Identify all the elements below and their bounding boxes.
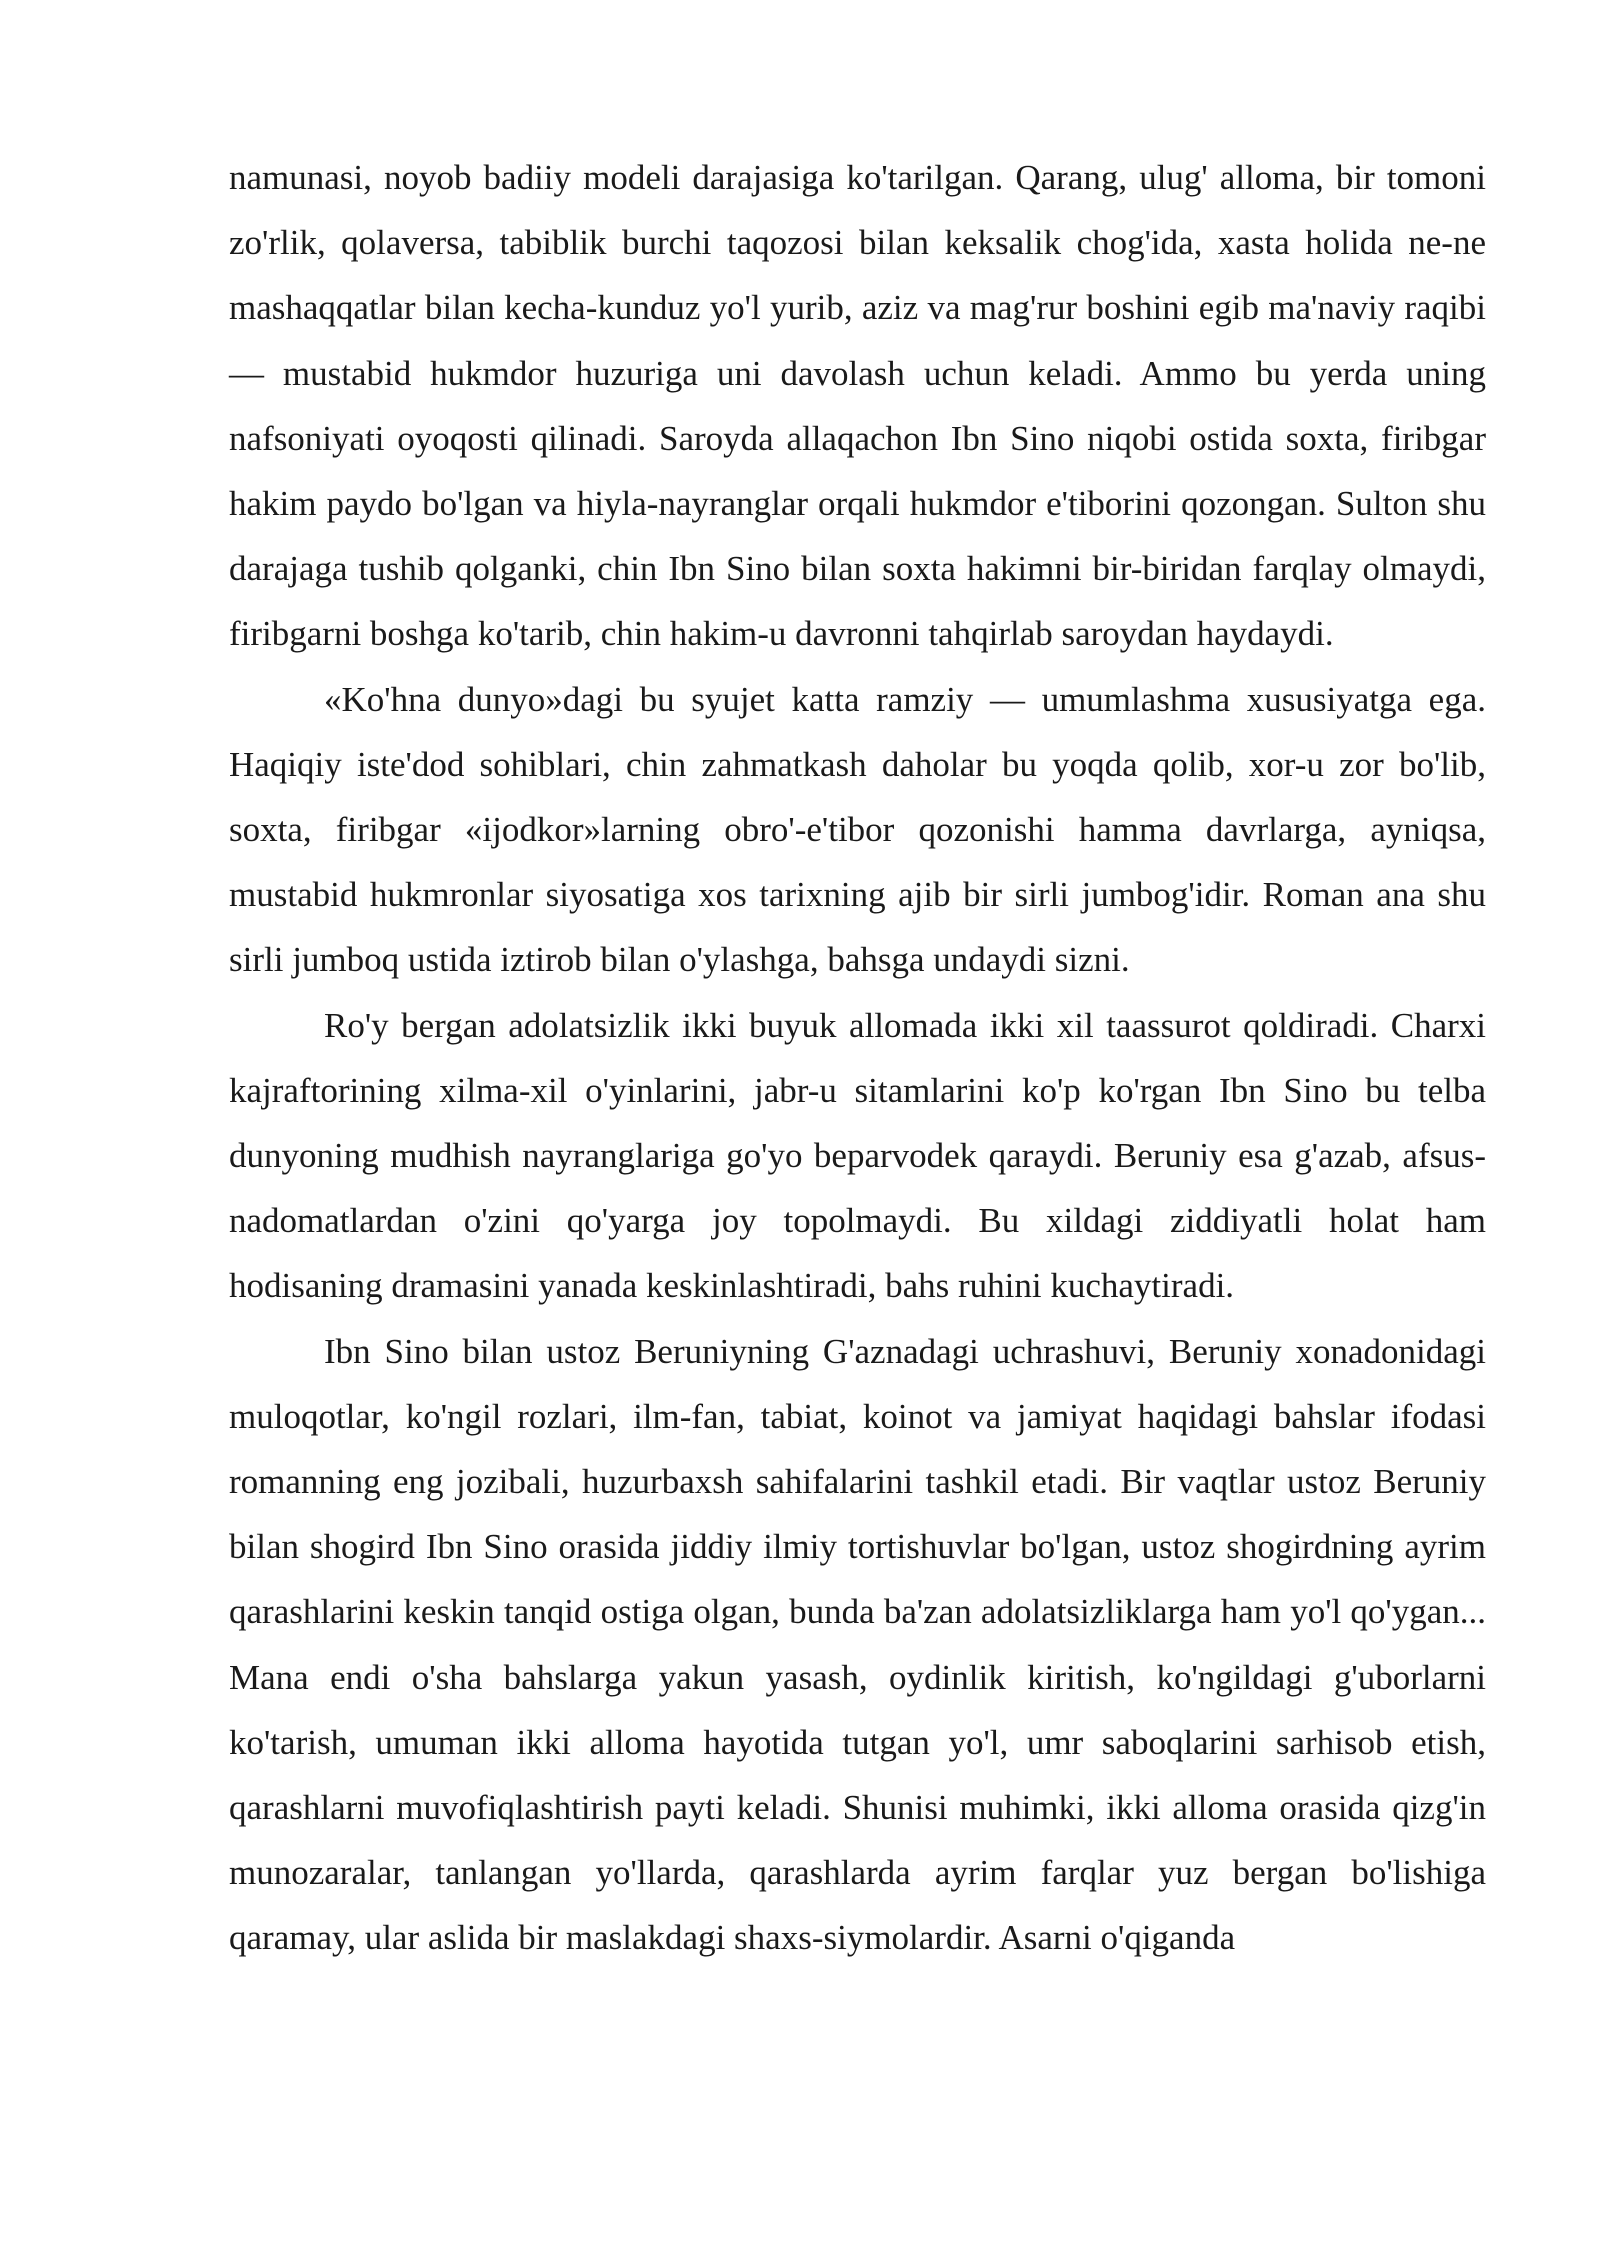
paragraph-ibn-sino-beruniy: Ibn Sino bilan ustoz Beruniyning G'aznadagi uchrashuvi, Beruniy xonadonidagi muloqotlar, ko'ngil rozlari, ilm-fan, tabiat, koinot va jamiyat haqidagi bahslar ifodasi romanning eng jozibali, huzurbaxsh sahifalarini tashkil etadi. Bir vaqtlar ustoz Beruniy bilan shogird Ibn Sino orasida jiddiy ilmiy tortishuvlar bo'lgan, ustoz shogirdning ayrim qarashlarini keskin tanqid ostiga olgan, bunda ba'zan adolatsizliklarga ham yo'l qo'ygan... Mana endi o'sha bahslarga yakun yasash, oydinlik kiritish, ko'ngildagi g'uborlarni ko'tarish, umuman ikki alloma hayotida tutgan yo'l, umr saboqlarini sarhisob etish, qarashlarni muvofiqlashtirish payti keladi. Shunisi muhimki, ikki alloma orasida qizg'in munozaralar, tanlangan yo'llarda, qarashlarda ayrim farqlar yuz bergan bo'lishiga qaramay, ular aslida bir maslakdagi shaxs-siymolardir. Asarni o'qiganda bbox=[229, 1331, 1486, 1958]
paragraph-adolatsizlik: Ro'y bergan adolatsizlik ikki buyuk allomada ikki xil taassurot qoldiradi. Charxi kajraftorining xilma-xil o'yinlarini, jabr-u sitamlarini ko'p ko'rgan Ibn Sino bu telba dunyoning mudhish nayranglariga go'yo beparvodek qaraydi. Beruniy esa g'azab, afsus-nadomatlardan o'zini qo'yarga joy topolmaydi. Bu xildagi ziddiyatli holat ham hodisaning dramasini yanada keskinlashtiradi, bahs ruhini kuchaytiradi. bbox=[229, 1005, 1486, 1306]
paragraph-kohna-dunyo: «Ko'hna dunyo»dagi bu syujet katta ramziy — umumlashma xususiyatga ega. Haqiqiy iste'dod sohiblari, chin zahmatkash daholar bu yoqda qolib, xor-u zor bo'lib, soxta, firibgar «ijodkor»larning obro'-e'tibor qozonishi hamma davrlarga, ayniqsa, mustabid hukmronlar siyosatiga xos tarixning ajib bir sirli jumbog'idir. Roman ana shu sirli jumboq ustida iztirob bilan o'ylashga, bahsga undaydi sizni. bbox=[229, 679, 1486, 980]
paragraph-continuation: namunasi, noyob badiiy modeli darajasiga ko'tarilgan. Qarang, ulug' alloma, bir tomoni zo'rlik, qolaversa, tabiblik burchi taqozosi bilan keksalik chog'ida, xasta holida ne-ne mashaqqatlar bilan kecha-kunduz yo'l yurib, aziz va mag'rur boshini egib ma'naviy raqibi — mustabid hukmdor huzuriga uni davolash uchun keladi. Ammo bu yerda uning nafsoniyati oyoqosti qilinadi. Saroyda allaqachon Ibn Sino niqobi ostida soxta, firibgar hakim paydo bo'lgan va hiyla-nayranglar orqali hukmdor e'tiborini qozongan. Sulton shu darajaga tushib qolganki, chin Ibn Sino bilan soxta hakimni bir-biridan farqlay olmaydi, firibgarni boshga ko'tarib, chin hakim-u davronni tahqirlab saroydan haydaydi. bbox=[229, 158, 1486, 654]
document-body bbox=[229, 145, 1486, 1971]
